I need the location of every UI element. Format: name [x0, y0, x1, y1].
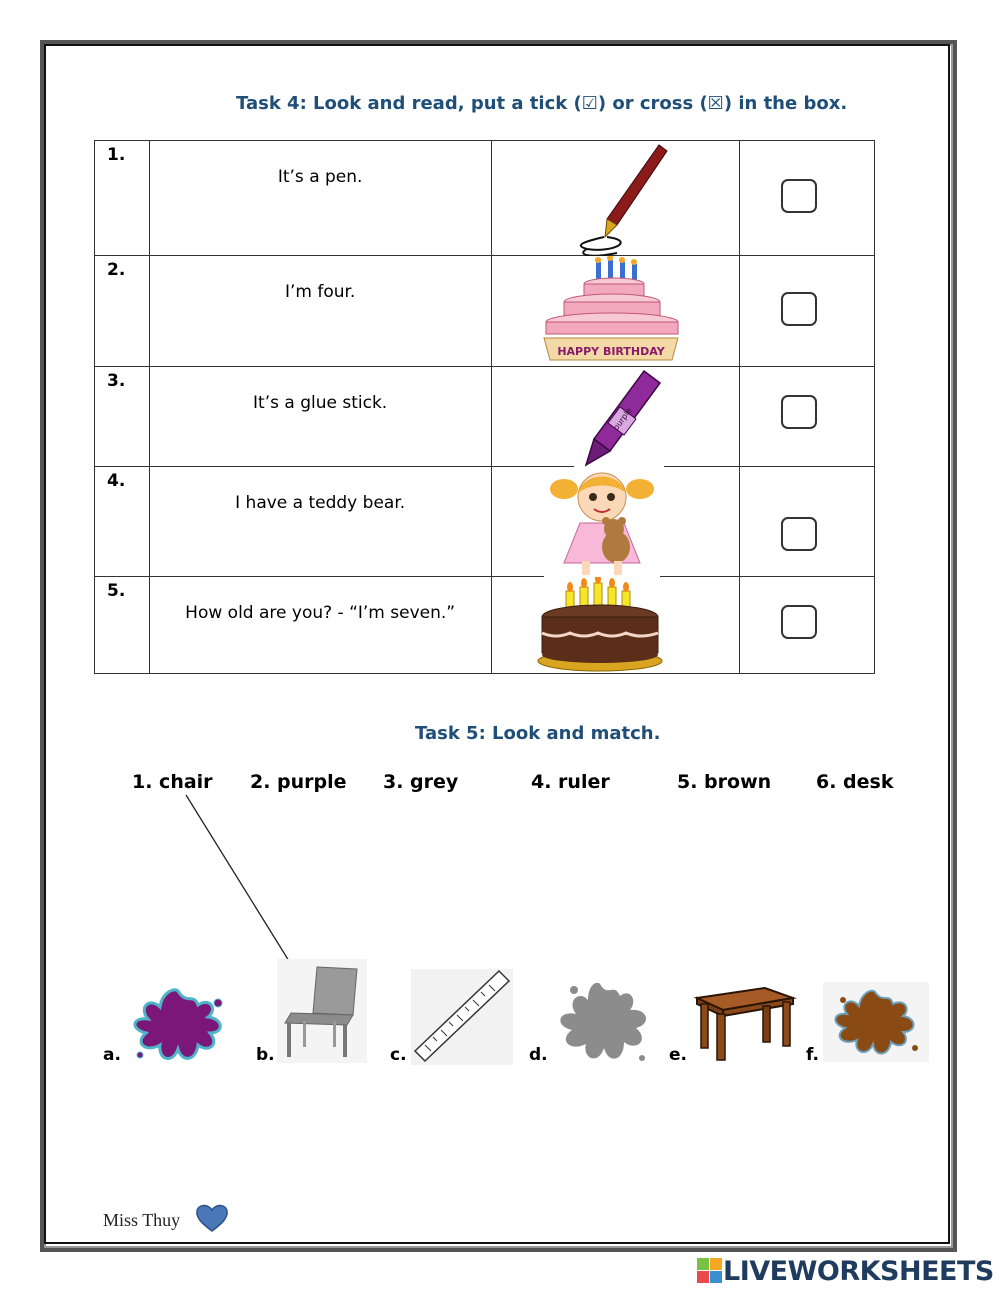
task4-title: Task 4: Look and read, put a tick (☑) or cross (☒) in the box. — [236, 93, 848, 114]
logo-text: LIVEWORKSHEETS — [723, 1255, 994, 1287]
match-word-ruler[interactable]: 4. ruler — [531, 771, 610, 793]
girl-with-teddy-bear-icon — [544, 467, 660, 577]
chocolate-cake-icon — [536, 577, 666, 673]
chair-icon[interactable] — [277, 959, 367, 1063]
match-word-desk[interactable]: 6. desk — [816, 771, 894, 793]
picture-letter-c: c. — [390, 1045, 407, 1065]
answer-box-1[interactable] — [781, 179, 817, 213]
picture-letter-f: f. — [806, 1045, 819, 1065]
row-sentence: How old are you? - “I’m seven.” — [185, 603, 456, 623]
task4-table — [94, 140, 875, 674]
table-row — [95, 467, 875, 577]
crayon-label-text: purple — [611, 406, 634, 433]
table-row — [95, 367, 875, 467]
crayon-picture — [491, 367, 740, 467]
row-number: 2. — [95, 256, 150, 367]
table-row — [95, 141, 875, 256]
row-sentence: It’s a glue stick. — [253, 393, 388, 413]
pen-picture — [491, 141, 740, 256]
birthday-cake-picture — [491, 256, 740, 367]
liveworksheets-logo — [697, 1255, 994, 1287]
table-row — [95, 577, 875, 674]
match-word-chair[interactable]: 1. chair — [132, 771, 213, 793]
picture-letter-d: d. — [529, 1045, 548, 1065]
birthday-cake-icon — [538, 256, 684, 364]
chocolate-cake-picture — [491, 577, 740, 674]
answer-box-3[interactable] — [781, 395, 817, 429]
row-number: 1. — [95, 141, 150, 256]
task5-title: Task 5: Look and match. — [415, 723, 661, 744]
cake-banner-text: HAPPY BIRTHDAY — [557, 345, 665, 358]
picture-letter-b: b. — [256, 1045, 275, 1065]
answer-box-2[interactable] — [781, 292, 817, 326]
desk-icon[interactable] — [693, 972, 797, 1064]
purple-crayon-icon — [574, 367, 664, 467]
row-number: 5. — [95, 577, 150, 674]
girl-teddy-picture — [491, 467, 740, 577]
match-word-brown[interactable]: 5. brown — [677, 771, 772, 793]
brown-splash-icon[interactable] — [823, 982, 929, 1062]
row-number: 3. — [95, 367, 150, 467]
grey-splash-icon[interactable] — [554, 978, 654, 1068]
row-sentence: I’m four. — [284, 282, 356, 302]
answer-box-4[interactable] — [781, 517, 817, 551]
fountain-pen-icon — [567, 141, 687, 256]
table-row — [95, 256, 875, 367]
row-number: 4. — [95, 467, 150, 577]
picture-letter-e: e. — [669, 1045, 687, 1065]
heart-icon — [195, 1203, 229, 1233]
match-word-purple[interactable]: 2. purple — [250, 771, 347, 793]
logo-mark-icon — [697, 1258, 723, 1284]
answer-box-5[interactable] — [781, 605, 817, 639]
row-sentence: It’s a pen. — [277, 167, 363, 187]
row-sentence: I have a teddy bear. — [235, 493, 406, 513]
signature: Miss Thuy — [103, 1210, 181, 1230]
purple-splash-icon[interactable] — [128, 983, 228, 1067]
ruler-icon[interactable] — [411, 969, 513, 1065]
picture-letter-a: a. — [103, 1045, 121, 1065]
match-word-grey[interactable]: 3. grey — [383, 771, 459, 793]
